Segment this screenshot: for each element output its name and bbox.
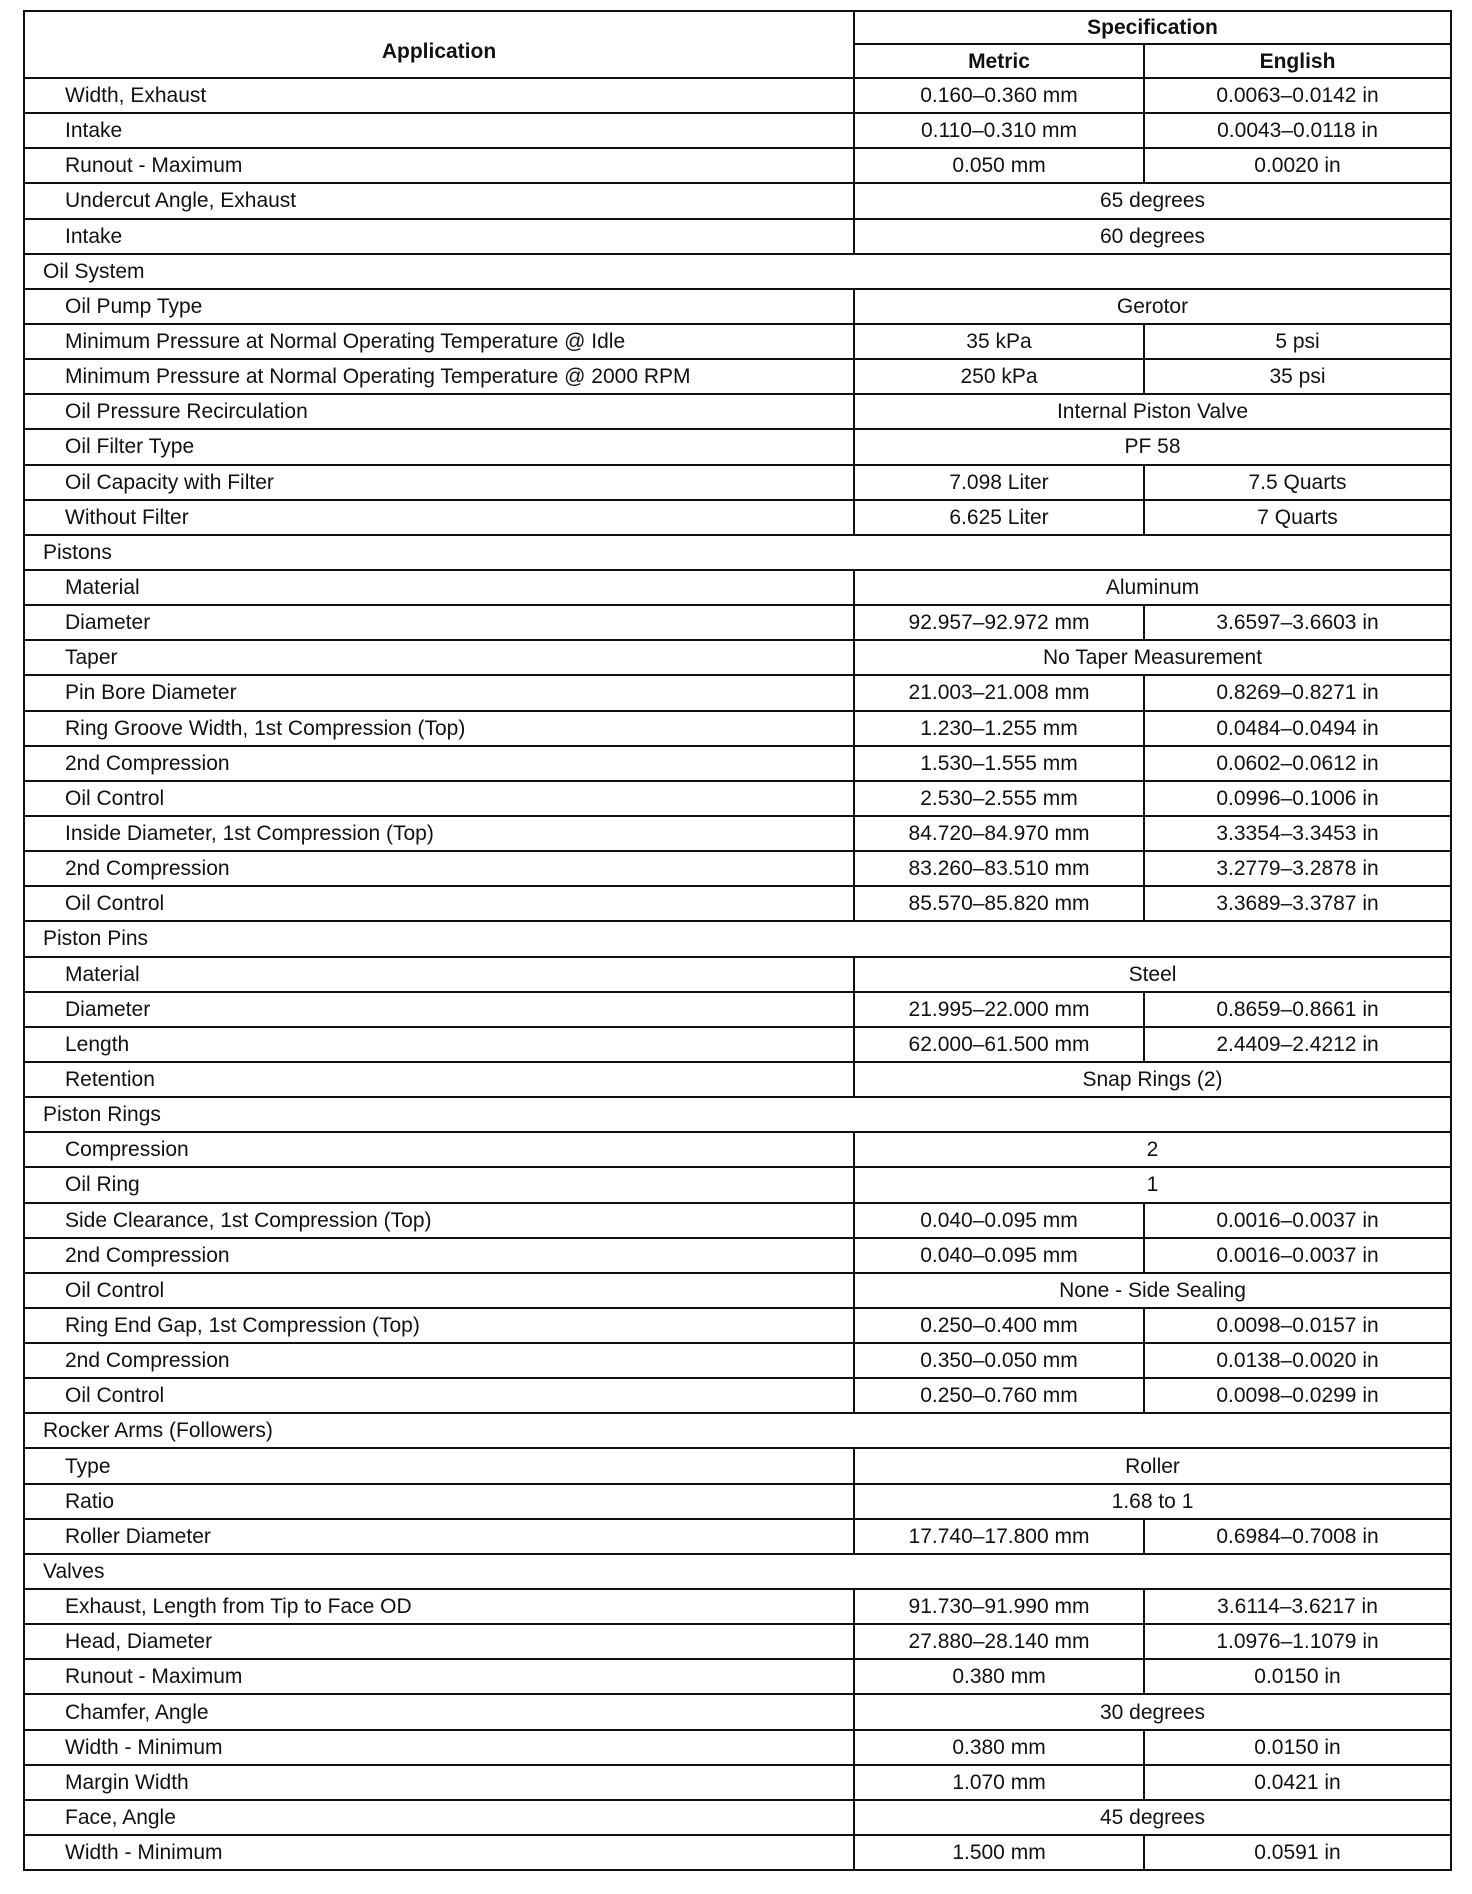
table-row (24, 394, 1451, 429)
specification-cell: Internal Piston Valve (854, 394, 1451, 429)
specification-cell: None - Side Sealing (854, 1273, 1451, 1308)
application-cell: Runout - Maximum (24, 1659, 854, 1694)
english-cell: 35 psi (1144, 359, 1451, 394)
application-cell: Chamfer, Angle (24, 1694, 854, 1729)
specification-cell: 1 (854, 1167, 1451, 1202)
table-row (24, 746, 1451, 781)
specification-table (23, 10, 1452, 1871)
metric-cell: 35 kPa (854, 324, 1144, 359)
table-row (24, 1800, 1451, 1835)
table-row (24, 886, 1451, 921)
section-heading: Rocker Arms (Followers) (24, 1413, 1451, 1448)
english-cell: 0.0591 in (1144, 1835, 1451, 1870)
english-cell: 0.0020 in (1144, 148, 1451, 183)
application-cell: Intake (24, 219, 854, 254)
table-row (24, 1659, 1451, 1694)
metric-cell: 27.880–28.140 mm (854, 1624, 1144, 1659)
table-row (24, 113, 1451, 148)
section-row (24, 1554, 1451, 1589)
metric-cell: 0.160–0.360 mm (854, 78, 1144, 113)
specification-cell: Aluminum (854, 570, 1451, 605)
application-cell: Ring Groove Width, 1st Compression (Top) (24, 711, 854, 746)
application-cell: 2nd Compression (24, 1343, 854, 1378)
table-row (24, 1027, 1451, 1062)
specification-cell: 1.68 to 1 (854, 1484, 1451, 1519)
table-row (24, 675, 1451, 710)
table-row (24, 78, 1451, 113)
table-row (24, 429, 1451, 464)
application-cell: Compression (24, 1132, 854, 1167)
table-row (24, 324, 1451, 359)
table-row (24, 1167, 1451, 1202)
metric-cell: 0.040–0.095 mm (854, 1238, 1144, 1273)
metric-cell: 0.350–0.050 mm (854, 1343, 1144, 1378)
section-heading: Valves (24, 1554, 1451, 1589)
english-cell: 3.6597–3.6603 in (1144, 605, 1451, 640)
application-cell: Diameter (24, 992, 854, 1027)
table-row (24, 1343, 1451, 1378)
application-cell: Side Clearance, 1st Compression (Top) (24, 1203, 854, 1238)
table-row (24, 465, 1451, 500)
metric-cell: 0.250–0.760 mm (854, 1378, 1144, 1413)
metric-cell: 0.040–0.095 mm (854, 1203, 1144, 1238)
application-cell: Head, Diameter (24, 1624, 854, 1659)
english-cell: 0.6984–0.7008 in (1144, 1519, 1451, 1554)
section-heading: Piston Rings (24, 1097, 1451, 1132)
table-row (24, 570, 1451, 605)
specification-header: Specification (854, 11, 1451, 44)
english-cell: 0.0098–0.0157 in (1144, 1308, 1451, 1343)
metric-cell: 1.070 mm (854, 1765, 1144, 1800)
english-header: English (1144, 44, 1451, 78)
section-row (24, 1097, 1451, 1132)
application-cell: Intake (24, 113, 854, 148)
application-cell: Taper (24, 640, 854, 675)
table-row (24, 1378, 1451, 1413)
specification-cell: PF 58 (854, 429, 1451, 464)
specification-cell: Roller (854, 1448, 1451, 1483)
table-row (24, 1835, 1451, 1870)
english-cell: 0.0150 in (1144, 1730, 1451, 1765)
section-row (24, 1413, 1451, 1448)
metric-cell: 0.050 mm (854, 148, 1144, 183)
metric-cell: 21.003–21.008 mm (854, 675, 1144, 710)
application-cell: Runout - Maximum (24, 148, 854, 183)
metric-cell: 1.530–1.555 mm (854, 746, 1144, 781)
english-cell: 3.3689–3.3787 in (1144, 886, 1451, 921)
table-row (24, 1730, 1451, 1765)
specification-cell: 65 degrees (854, 183, 1451, 218)
metric-cell: 0.250–0.400 mm (854, 1308, 1144, 1343)
table-row (24, 500, 1451, 535)
table-row (24, 711, 1451, 746)
application-cell: Without Filter (24, 500, 854, 535)
table-row (24, 1519, 1451, 1554)
metric-cell: 17.740–17.800 mm (854, 1519, 1144, 1554)
application-cell: Margin Width (24, 1765, 854, 1800)
english-cell: 0.0098–0.0299 in (1144, 1378, 1451, 1413)
table-row (24, 148, 1451, 183)
specification-cell: Snap Rings (2) (854, 1062, 1451, 1097)
application-cell: Material (24, 957, 854, 992)
table-row (24, 816, 1451, 851)
application-cell: Minimum Pressure at Normal Operating Temperature @ 2000 RPM (24, 359, 854, 394)
application-cell: Inside Diameter, 1st Compression (Top) (24, 816, 854, 851)
english-cell: 3.3354–3.3453 in (1144, 816, 1451, 851)
application-cell: Retention (24, 1062, 854, 1097)
section-heading: Pistons (24, 535, 1451, 570)
metric-cell: 91.730–91.990 mm (854, 1589, 1144, 1624)
application-cell: Oil Control (24, 781, 854, 816)
metric-cell: 62.000–61.500 mm (854, 1027, 1144, 1062)
section-row (24, 535, 1451, 570)
application-cell: Ratio (24, 1484, 854, 1519)
english-cell: 0.8269–0.8271 in (1144, 675, 1451, 710)
metric-cell: 6.625 Liter (854, 500, 1144, 535)
application-cell: Oil Control (24, 886, 854, 921)
table-row (24, 1203, 1451, 1238)
metric-cell: 1.500 mm (854, 1835, 1144, 1870)
specification-cell: Steel (854, 957, 1451, 992)
table-row (24, 1765, 1451, 1800)
application-cell: Diameter (24, 605, 854, 640)
english-cell: 3.6114–3.6217 in (1144, 1589, 1451, 1624)
metric-cell: 92.957–92.972 mm (854, 605, 1144, 640)
application-cell: Undercut Angle, Exhaust (24, 183, 854, 218)
metric-cell: 0.110–0.310 mm (854, 113, 1144, 148)
metric-header: Metric (854, 44, 1144, 78)
application-cell: Ring End Gap, 1st Compression (Top) (24, 1308, 854, 1343)
application-header: Application (24, 11, 854, 78)
table-row (24, 781, 1451, 816)
english-cell: 0.8659–0.8661 in (1144, 992, 1451, 1027)
application-cell: Width - Minimum (24, 1730, 854, 1765)
application-cell: Oil Ring (24, 1167, 854, 1202)
english-cell: 0.0150 in (1144, 1659, 1451, 1694)
table-row (24, 640, 1451, 675)
english-cell: 0.0016–0.0037 in (1144, 1203, 1451, 1238)
application-cell: Exhaust, Length from Tip to Face OD (24, 1589, 854, 1624)
metric-cell: 250 kPa (854, 359, 1144, 394)
application-cell: Oil Pump Type (24, 289, 854, 324)
metric-cell: 0.380 mm (854, 1659, 1144, 1694)
table-row (24, 1238, 1451, 1273)
specification-cell: 45 degrees (854, 1800, 1451, 1835)
table-row (24, 1694, 1451, 1729)
metric-cell: 2.530–2.555 mm (854, 781, 1144, 816)
application-cell: Minimum Pressure at Normal Operating Temperature @ Idle (24, 324, 854, 359)
application-cell: Oil Control (24, 1378, 854, 1413)
table-row (24, 992, 1451, 1027)
metric-cell: 0.380 mm (854, 1730, 1144, 1765)
table-row (24, 1589, 1451, 1624)
table-row (24, 1062, 1451, 1097)
table-row (24, 1132, 1451, 1167)
specification-cell: 30 degrees (854, 1694, 1451, 1729)
table-row (24, 1624, 1451, 1659)
english-cell: 5 psi (1144, 324, 1451, 359)
metric-cell: 1.230–1.255 mm (854, 711, 1144, 746)
metric-cell: 7.098 Liter (854, 465, 1144, 500)
english-cell: 7.5 Quarts (1144, 465, 1451, 500)
application-cell: Oil Pressure Recirculation (24, 394, 854, 429)
table-row (24, 851, 1451, 886)
application-cell: Oil Control (24, 1273, 854, 1308)
table-row (24, 1484, 1451, 1519)
application-cell: Material (24, 570, 854, 605)
application-cell: 2nd Compression (24, 851, 854, 886)
application-cell: Type (24, 1448, 854, 1483)
specification-cell: 2 (854, 1132, 1451, 1167)
english-cell: 2.4409–2.4212 in (1144, 1027, 1451, 1062)
table-body (24, 78, 1451, 1870)
table-row (24, 605, 1451, 640)
application-cell: Width - Minimum (24, 1835, 854, 1870)
application-cell: Oil Filter Type (24, 429, 854, 464)
english-cell: 0.0602–0.0612 in (1144, 746, 1451, 781)
english-cell: 1.0976–1.1079 in (1144, 1624, 1451, 1659)
application-cell: 2nd Compression (24, 1238, 854, 1273)
metric-cell: 85.570–85.820 mm (854, 886, 1144, 921)
english-cell: 0.0016–0.0037 in (1144, 1238, 1451, 1273)
table-row (24, 289, 1451, 324)
english-cell: 3.2779–3.2878 in (1144, 851, 1451, 886)
application-cell: Length (24, 1027, 854, 1062)
table-header (24, 11, 1451, 78)
english-cell: 7 Quarts (1144, 500, 1451, 535)
table-row (24, 359, 1451, 394)
section-heading: Piston Pins (24, 921, 1451, 956)
english-cell: 0.0996–0.1006 in (1144, 781, 1451, 816)
english-cell: 0.0138–0.0020 in (1144, 1343, 1451, 1378)
metric-cell: 83.260–83.510 mm (854, 851, 1144, 886)
application-cell: Face, Angle (24, 1800, 854, 1835)
section-row (24, 921, 1451, 956)
table-row (24, 1448, 1451, 1483)
table-row (24, 957, 1451, 992)
english-cell: 0.0484–0.0494 in (1144, 711, 1451, 746)
section-heading: Oil System (24, 254, 1451, 289)
application-cell: Roller Diameter (24, 1519, 854, 1554)
application-cell: Pin Bore Diameter (24, 675, 854, 710)
english-cell: 0.0063–0.0142 in (1144, 78, 1451, 113)
specification-cell: 60 degrees (854, 219, 1451, 254)
table-row (24, 219, 1451, 254)
english-cell: 0.0421 in (1144, 1765, 1451, 1800)
table-row (24, 183, 1451, 218)
table-row (24, 1308, 1451, 1343)
english-cell: 0.0043–0.0118 in (1144, 113, 1451, 148)
metric-cell: 21.995–22.000 mm (854, 992, 1144, 1027)
metric-cell: 84.720–84.970 mm (854, 816, 1144, 851)
table-row (24, 1273, 1451, 1308)
application-cell: Oil Capacity with Filter (24, 465, 854, 500)
section-row (24, 254, 1451, 289)
application-cell: 2nd Compression (24, 746, 854, 781)
application-cell: Width, Exhaust (24, 78, 854, 113)
specification-cell: No Taper Measurement (854, 640, 1451, 675)
specification-cell: Gerotor (854, 289, 1451, 324)
